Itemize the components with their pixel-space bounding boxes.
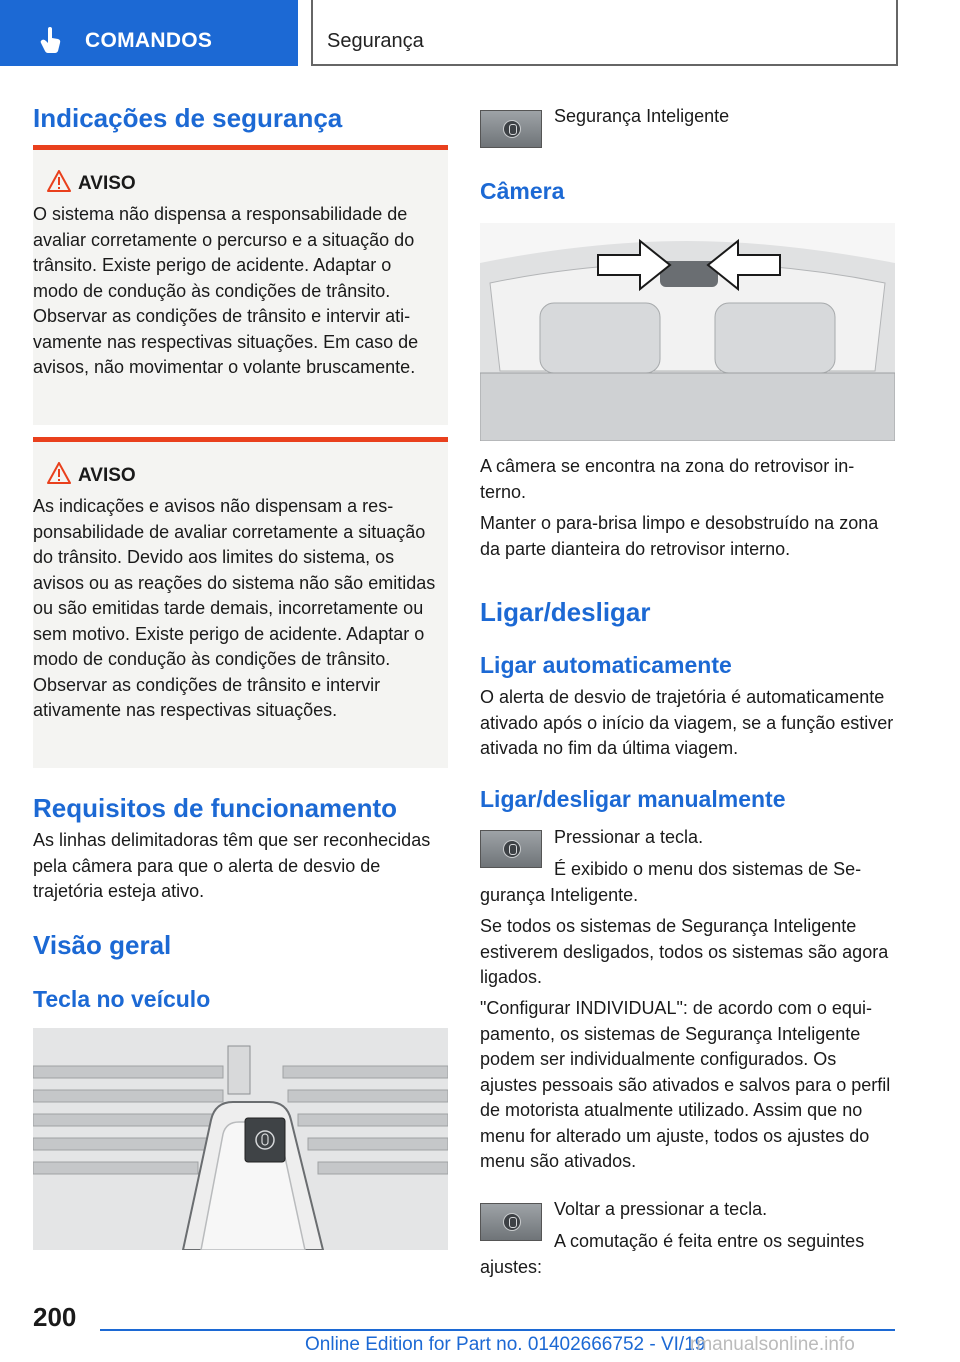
key-icon-image [480,110,542,148]
configure-text: "Configurar INDIVIDUAL": de acordo com o equipamento, os sistemas de Segurança Inteligente podem ser individualmente configurados. Os ajustes pessoais são ativados e salvos para o perfil de motorista atualmente utilizado. Assim que no menu for alterado um ajuste, todos os ajustes do menu são ativados. [480,998,891,1171]
press-key-text: Pressionar a tecla. [554,827,704,847]
camera-text-1: A câmera se encontra na zona do retrovisor interno. [480,456,855,502]
switch-text: A comutação é feita entre os seguintes ajustes: [480,1231,865,1277]
menu-shown-text: É exibido o menu dos sistemas de Segurança Inteligente. [480,859,862,905]
watermark: rmanualsonline.info [690,1334,855,1355]
manual-title: Ligar/desligar manualmente [480,786,786,812]
section-tab[interactable] [0,0,298,66]
overview-title: Visão geral [33,930,172,960]
warning-title: AVISO [78,465,136,486]
chapter-label: Segurança [327,30,424,52]
safety-button-icon [503,120,521,138]
warning-box-2 [33,437,448,768]
footer-divider [100,1329,895,1331]
warning-title: AVISO [78,173,136,194]
hand-pointer-icon [40,27,62,53]
edition-text: Online Edition for Part no. 01402666752 - VI/19 [305,1334,706,1355]
safety-button-icon [503,840,521,858]
key-caption: Segurança Inteligente [554,106,730,126]
key-in-vehicle-title: Tecla no veículo [33,986,211,1012]
requirements-text: As linhas delimitadoras têm que ser reconhecidas pela câmera para que o alerta de desvio de trajetória esteja ativo. [33,830,431,901]
press-again-text: Voltar a pressionar a tecla. [554,1199,768,1219]
chapter-header [311,0,898,66]
all-off-text: Se todos os sistemas de Segurança Inteligente estiverem desligados, todos os sistemas são agora ligados. [480,916,889,987]
section-label: COMANDOS [85,29,213,52]
camera-illustration [480,223,895,441]
requirements-title: Requisitos de funcionamento [33,793,398,823]
warning-triangle-icon [47,170,71,192]
warning-triangle-icon [47,462,71,484]
camera-title: Câmera [480,178,565,204]
vehicle-key-illustration [33,1028,448,1250]
page-number: 200 [33,1302,77,1332]
warning-text: O sistema não dispensa a responsabilidade de avaliar corretamente o percurso e a situação do trânsito. Existe perigo de acidente. Adaptar o modo de condução às condições de trânsito. Observar as condições de trânsito e intervir ativamente nas respectivas situações. Em caso de avisos, não movimentar o volante bruscamente. [33,204,419,377]
onoff-title: Ligar/desligar [480,597,651,627]
warning-text: As indicações e avisos não dispensam a responsabilidade de avaliar corretamente a situação do trânsito. Devido aos limites do sistema, os avisos ou as reações do sistema não são emitidas ou são emitidas tarde demais, incorretamente ou sem motivo. Existe perigo de acidente. Adaptar o modo de condução às condições de trânsito. Observar as condições de trânsito e intervir ativamente nas respectivas situações. [33,496,436,720]
safety-title: Indicações de segurança [33,103,343,133]
auto-on-text: O alerta de desvio de trajetória é automaticamente ativado após o início da viagem, se a função estiver ativada no fim da última viagem. [480,687,894,758]
auto-on-title: Ligar automaticamente [480,652,732,678]
warning-box-1 [33,145,448,425]
camera-text-2: Manter o para-brisa limpo e desobstruído na zona da parte dianteira do retrovisor interno. [480,513,879,559]
